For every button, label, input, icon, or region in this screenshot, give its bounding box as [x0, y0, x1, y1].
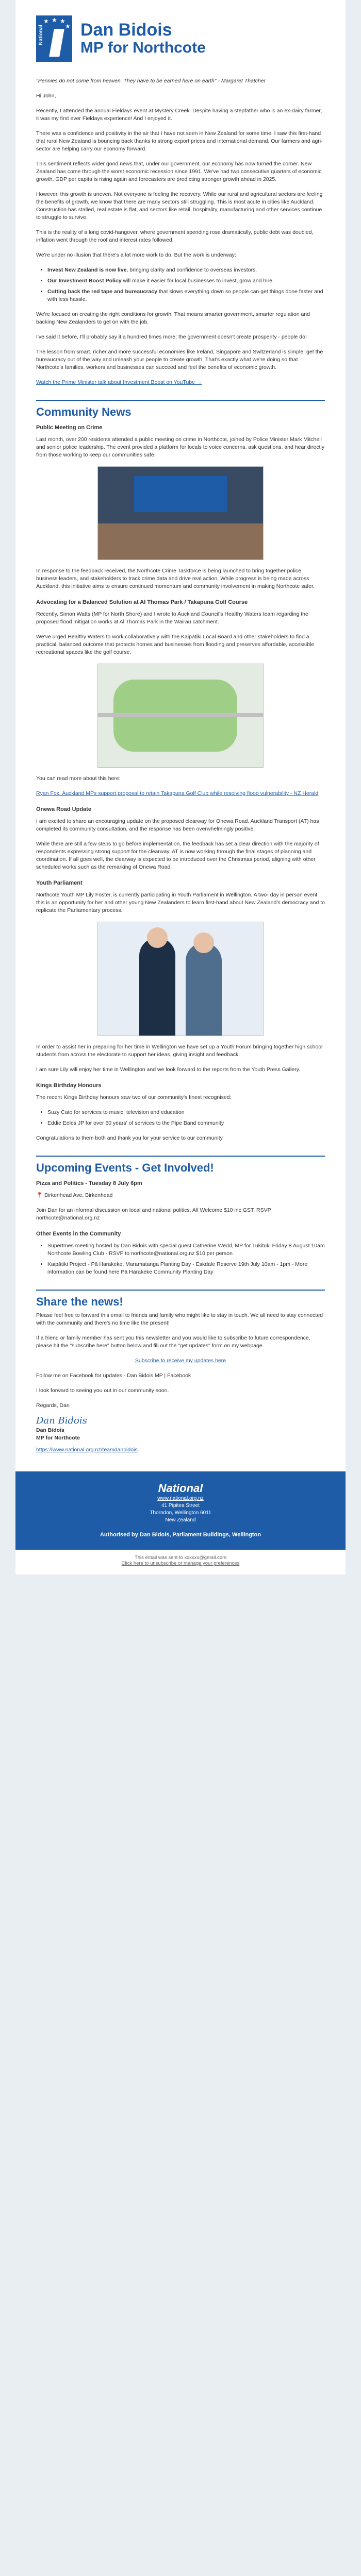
- text: that slows everything down so people can get things done faster and with less hassle.: [47, 289, 323, 302]
- paragraph: Congratulations to them both and thank you for your service to our community: [36, 1135, 223, 1141]
- paragraph: Join Dan for an informal discussion on local and national politics. All Welcome $10 inc GST. RSVP northcote@national.org.nz: [36, 1207, 271, 1221]
- paragraph: This sentiment reflects wider good news that, under our government, our economy has now turned the corner. New Zealand has come through the worst economic recession since 1991. We've had two consecutive quarters of economic growth, GDP per capita is rising again and forecasters are predicting stronger growth ahead in 2025.: [36, 161, 322, 182]
- subheading: Kings Birthday Honours: [36, 1082, 102, 1089]
- paragraph: Northcote Youth MP Lily Foster, is currently participating in Youth Parliament in Wellington. A two- day in person event this is an opportunity for her and other young New Zealanders to learn first-hand about New Zealand's democracy and to replicate the Parliamentary process.: [36, 892, 325, 913]
- person: [186, 943, 222, 1036]
- subheading: Public Meeting on Crime: [36, 425, 103, 431]
- bold-text: Our Investment Boost Policy: [47, 278, 122, 284]
- paragraph: If a friend or family member has sent you this newsletter and you would like to subscribe to future correspondence, please hit the "subscribe here" button below and fill out the "get updates" form on my webpage.: [36, 1335, 310, 1349]
- policy-list: [36, 266, 325, 303]
- header: [15, 0, 346, 72]
- mp-title: MP for Northcote: [80, 39, 206, 56]
- person: [139, 938, 175, 1036]
- paragraph: There was a confidence and positivity in the air that I have not seen in New Zealand for some time. I saw this first-hand that rural New Zealand is bouncing back thanks to strong export prices and international demand. Our farmers and agri-sector are helping carry our economy forward.: [36, 130, 323, 152]
- list-item: [47, 277, 325, 285]
- signature: Dan Bidois: [36, 1415, 87, 1426]
- subheading: Youth Parliament: [36, 880, 83, 886]
- honours-list: [36, 1109, 325, 1127]
- paragraph: The lesson from smart, richer and more successful economies like Ireland, Singapore and Switzerland is simple: get the bureaucracy out of the way and unleash your people to create growth. That's exactly what we're doing so that Northcote's families, workers and businesses can succeed and feel the benefits of economic growth.: [36, 349, 323, 370]
- paragraph: While there are still a few steps to go before implementation, the feedback has set a clear direction with the majority of respondents expressing strong support for the clearway. AT is now working through the final stages of planning and coordination. If all goes well, the clearway is expected to be introduced over the Christmas period, aligning with other scheduled works such as the remarking of Onewa Road.: [36, 841, 319, 870]
- paragraph: This is the reality of a long covid-hangover, where government spending rose dramatically, public debt was doubled, inflation went through the roof and interest rates followed.: [36, 229, 314, 243]
- unsubscribe-link[interactable]: Click here to unsubscribe or manage your preferences: [121, 1561, 240, 1566]
- logo-text: National: [38, 25, 44, 45]
- section-title-share: Share the news!: [36, 1290, 325, 1306]
- meeting-photo: [97, 466, 264, 560]
- subheading: Pizza and Politics - Tuesday 8 July 6pm: [36, 1180, 142, 1187]
- paragraph: We've urged Healthy Waters to work collaboratively with the Kaipātiki Local Board and other stakeholders to find a practical, balanced outcome that protects homes and businesses from flooding and preserves affordable, accessible recreational spaces like the golf course.: [36, 634, 315, 655]
- paragraph: I've said it before, I'll probably say it a hundred times more; the government doesn't create prosperity - people do!: [36, 334, 307, 340]
- website-link[interactable]: https://www.national.org.nz/teamdanbidois: [36, 1447, 138, 1453]
- paragraph: Recently, I attended the annual Fieldays event at Mystery Creek. Despite having a stepfather who is an ex-dairy farmer, it was my first ever Fieldays experience! And I enjoyed it.: [36, 108, 322, 122]
- events-list: [36, 1242, 325, 1276]
- paragraph: However, this growth is uneven. Not everyone is feeling the recovery. While our rural and agricultural sectors are feeling the benefits of growth, we know that there are many sectors still struggling. This is most acute in cities like Auckland. Construction has stalled, real estate is flat, and sectors like retail, hospitality, manufacturing and other services continue to struggle to survive.: [36, 191, 323, 221]
- signature-title: MP for Northcote: [36, 1435, 80, 1441]
- paragraph: We're focused on creating the right conditions for growth. That means smarter government, smarter regulation and backing New Zealanders to get on with the job.: [36, 311, 310, 325]
- paragraph: I look forward to seeing you out in our community soon.: [36, 1387, 169, 1394]
- greeting: Hi John,: [36, 93, 56, 99]
- content: [15, 72, 346, 1471]
- address-line: 41 Pipitea Street: [161, 1503, 200, 1509]
- event-location: 📍 Birkenhead Ave, Birkenhead: [36, 1192, 113, 1198]
- paragraph: In response to the feedback received, the Northcote Crime Taskforce is being launched to bring together police, business leaders, and stakeholders to track crime data and drive real action. While progress is being made across Auckland, this initiative aims to ensure continued momentum and community involvement in making Northcote safer.: [36, 568, 315, 589]
- list-item: • Suzy Cato for services to music, television and education: [47, 1109, 325, 1116]
- bold-text: Invest New Zealand is now live: [47, 267, 127, 273]
- logo-mark: [49, 29, 64, 57]
- paragraph: Follow me on Facebook for updates - Dan Bidois MP | Facebook: [36, 1372, 191, 1379]
- paragraph: The recent Kings Birthday honours saw two of our community's finest recognised:: [36, 1094, 232, 1100]
- bold-text: Cutting back the red tape and bureaucracy: [47, 289, 157, 295]
- bottom-bar: [15, 1550, 346, 1574]
- subheading: Onewa Road Update: [36, 806, 91, 812]
- footer: [15, 1471, 346, 1550]
- address-line: New Zealand: [165, 1517, 196, 1523]
- star-icon: ★: [43, 18, 49, 25]
- list-item: [47, 266, 325, 274]
- subheading: Advocating for a Balanced Solution at Al Thomas Park / Takapuna Golf Course: [36, 599, 248, 605]
- footer-logo: National: [158, 1482, 203, 1495]
- paragraph: I am excited to share an encouraging update on the proposed clearway for Onewa Road. Auckland Transport (AT) has completed its community consultation, and the response has been overwhelmingly positive.: [36, 818, 319, 832]
- face: [147, 927, 168, 948]
- face: [193, 933, 214, 953]
- paragraph: In order to assist her in preparing for her time in Wellington we have set up a Youth Forum bringing together high school students from across the electorate to support her ideas, giving insight and feedback.: [36, 1044, 323, 1058]
- regards: Regards, Dan: [36, 1402, 70, 1409]
- footer-site-link[interactable]: www.national.org.nz: [157, 1496, 204, 1501]
- text: will make it easier for local businesses to invest, grow and hire.: [121, 278, 274, 284]
- map-road: [98, 713, 263, 717]
- logo-row: [36, 15, 325, 62]
- authorisation: Authorised by Dan Bidois, Parliament Buildings, Wellington: [100, 1532, 261, 1538]
- youth-photo: [97, 922, 264, 1036]
- national-logo: [36, 15, 72, 62]
- list-item: • Supertmes meeting hosted by Dan Bidois with special guest Catherine Wedd, MP for Tukituki Friday 8 August 10am Northcote Bowling Club - RSVP to northcote@national.org.nz $10 per person: [47, 1242, 325, 1258]
- stage-screen: [134, 476, 227, 512]
- list-item: • Eddie Eeles JP for over 60 years' of services to the Pipe Band community: [47, 1120, 325, 1127]
- text: , bringing clarity and confidence to overseas investors.: [126, 267, 257, 273]
- star-icon: ★: [52, 16, 57, 24]
- star-icon: ★: [60, 18, 65, 25]
- youtube-link[interactable]: Watch the Prime Minister talk about Investment Boost on YouTube →: [36, 379, 202, 385]
- sent-to: This email was sent to xxxxxx@gmail.com: [134, 1555, 227, 1561]
- herald-link[interactable]: Ryan Fox, Auckland MPs support proposal to retain Takapuna Golf Club while resolving flood vulnerability - NZ Herald: [36, 790, 319, 796]
- paragraph: We're under no illusion that there's a lot more work to do. But the work is underway:: [36, 252, 236, 258]
- list-item: [47, 288, 325, 303]
- golf-course-map: [97, 664, 264, 768]
- subscribe-link[interactable]: Subscribe to receive my updates here: [135, 1358, 226, 1364]
- paragraph: Last month, over 200 residents attended a public meeting on crime in Northcote, joined by Police Minister Mark Mitchell and senior police leadership. The event provided a platform for locals to voice concerns, ask questions, and hear directly from those working to keep our communities safe.: [36, 436, 324, 458]
- section-title-community: Community News: [36, 400, 325, 416]
- signature-name: Dan Bidois: [36, 1427, 64, 1433]
- subheading: Other Events in the Community: [36, 1231, 121, 1237]
- paragraph: Recently, Simon Watts (MP for North Shore) and I wrote to Auckland Council's Healthy Waters team regarding the proposed flood mitigation works at Al Thomas Park in the Wairau catchment.: [36, 611, 308, 625]
- address-line: Thorndon, Wellington 6011: [150, 1510, 211, 1516]
- paragraph: I am sure Lily will enjoy her time in Wellington and we look forward to the reports from the Youth Press Gallery.: [36, 1066, 301, 1073]
- section-title-events: Upcoming Events - Get Involved!: [36, 1156, 325, 1172]
- list-item: • Kaipātiki Project - Pā Harakeke, Maramatanga Planting Day - Eskdale Reserve 19th July 10am - 1pm - More information can be found here Pā Harakeke Community Planting Day: [47, 1261, 325, 1276]
- audience: [98, 523, 263, 560]
- brand: [80, 21, 206, 57]
- newsletter: [15, 0, 346, 1574]
- paragraph: You can read more about this here:: [36, 775, 121, 782]
- paragraph: Please feel free to forward this email to friends and family who might like to stay in touch. We all need to stay connected with the community and there's no time like the present!: [36, 1312, 323, 1326]
- quote: "Pennies do not come from heaven. They have to be earned here on earth" - Margaret Thatcher: [36, 78, 266, 84]
- mp-name: Dan Bidois: [80, 20, 172, 40]
- star-icon: ★: [65, 23, 71, 30]
